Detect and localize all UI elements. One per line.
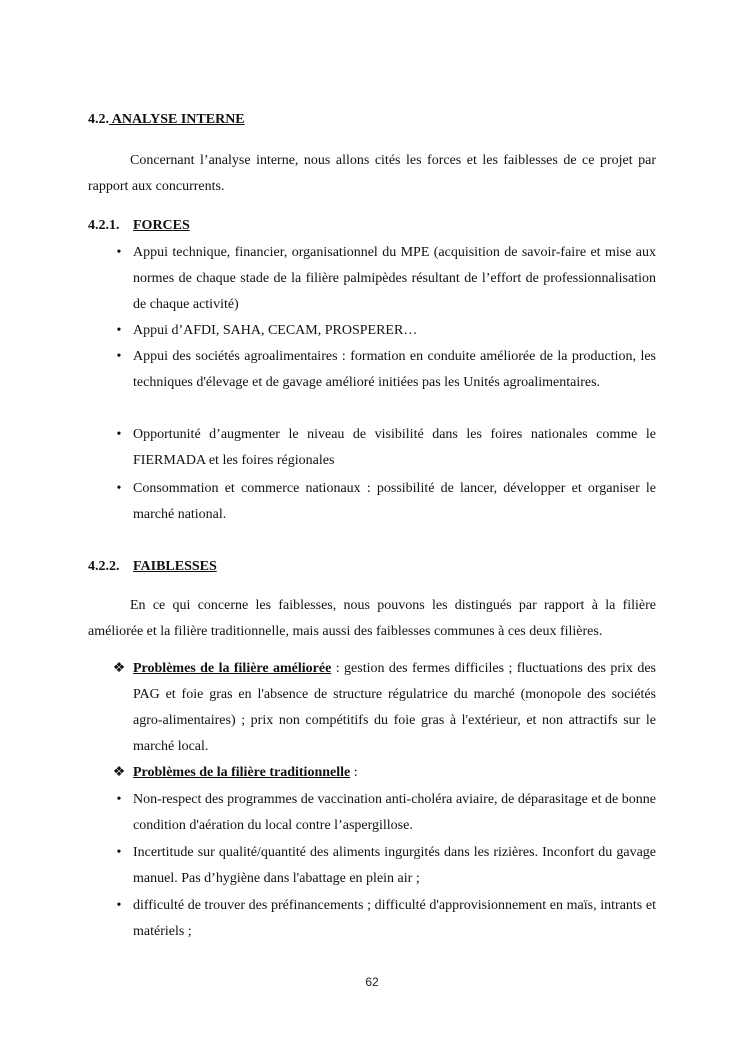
faiblesses-item-text: Incertitude sur qualité/quantité des aliments ingurgités dans les rizières. Inconfort du gavage manuel. Pas d’hygiène dans l'abattage en plein air ; (133, 845, 656, 886)
ameliore-text: : gestion des fermes difficiles ; fluctuations des prix des PAG et foie gras en l'absence de structure régulatrice du marché (monopole des sociétés agro-alimentaires) ; prix non compétitifs du foie gras à l'extérieur, et non attractifs sur le marché local. (133, 661, 656, 754)
bullet-icon: • (116, 323, 122, 338)
section-heading (88, 112, 245, 128)
page-number: 62 (365, 975, 379, 989)
forces-title: FORCES (133, 218, 190, 233)
faiblesses-item-text: difficulté de trouver des préfinancements ; difficulté d'approvisionnement en maïs, intrants et matériels ; (133, 898, 656, 939)
faiblesses-title: FAIBLESSES (133, 559, 217, 574)
traditionnelle-item-text (133, 760, 656, 786)
diamond-bullet-icon: ❖ (112, 661, 126, 676)
traditionnelle-label: Problèmes de la filière traditionnelle (133, 765, 351, 780)
faiblesses-number: 4.2.2. (88, 559, 120, 574)
faiblesses-item-text: Non-respect des programmes de vaccination anti-choléra aviaire, de déparasitage et de bonne condition d'aération du local contre l’aspergillose. (133, 792, 656, 833)
forces-heading (88, 218, 190, 234)
ameliore-item-text (133, 656, 656, 760)
bullet-icon: • (116, 349, 122, 364)
bullet-icon: • (116, 245, 122, 260)
bullet-icon: • (116, 792, 122, 807)
bullet-icon: • (116, 427, 122, 442)
section-title: ANALYSE INTERNE (109, 112, 245, 127)
forces-item-text: Appui technique, financier, organisationnel du MPE (acquisition de savoir-faire et mise aux normes de chaque stade de la filière palmipèdes résultant de l’effort de professionnalisation de chaque activité) (133, 245, 656, 312)
forces-item-text: Consommation et commerce nationaux : possibilité de lancer, développer et organiser le marché national. (133, 481, 656, 522)
forces-number: 4.2.1. (88, 218, 120, 233)
bullet-icon: • (116, 845, 122, 860)
diamond-bullet-icon: ❖ (112, 765, 126, 780)
section-number: 4.2. (88, 112, 109, 127)
bullet-icon: • (116, 898, 122, 913)
ameliore-label: Problèmes de la filière améliorée (133, 661, 332, 676)
forces-item-text: Appui des sociétés agroalimentaires : formation en conduite améliorée de la production, les techniques d'élevage et de gavage amélioré initiées pas les Unités agroalimentaires. (133, 349, 656, 390)
bullet-icon: • (116, 481, 122, 496)
faiblesses-heading (88, 559, 217, 575)
forces-item-text: Appui d’AFDI, SAHA, CECAM, PROSPERER… (133, 323, 418, 338)
forces-item-text: Opportunité d’augmenter le niveau de visibilité dans les foires nationales comme le FIERMADA et les foires régionales (133, 427, 656, 468)
traditionnelle-text: : (350, 765, 358, 780)
faiblesses-intro: En ce qui concerne les faiblesses, nous pouvons les distingués par rapport à la filière améliorée et la filière traditionnelle, mais aussi des faiblesses communes à ces deux filières. (88, 598, 656, 639)
section-intro: Concernant l’analyse interne, nous allons cités les forces et les faiblesses de ce projet par rapport aux concurrents. (88, 153, 656, 194)
